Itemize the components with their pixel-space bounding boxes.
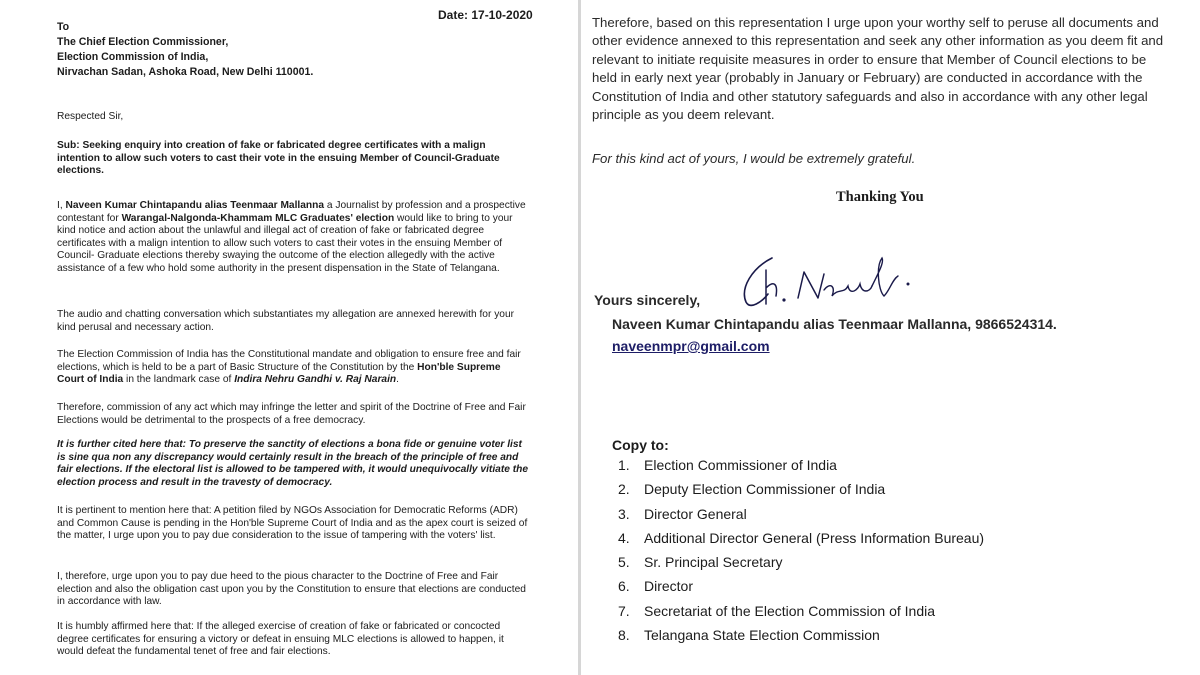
text-run: in the landmark case of <box>123 374 235 386</box>
paragraph-2: The audio and chatting conversation which substantiates my allegation are annexed herewith for your kind perusal and necessary action. <box>57 309 515 333</box>
election-name: Warangal-Nalgonda-Khammam MLC Graduates' election <box>121 212 395 224</box>
page-divider <box>578 0 581 675</box>
list-item <box>618 603 984 627</box>
author-name: Naveen Kumar Chintapandu alias Teenmaar Mallanna <box>65 200 325 211</box>
copy-to-list <box>618 457 984 651</box>
list-number: 6. <box>618 578 630 595</box>
list-text: Deputy Election Commissioner of India <box>644 481 886 498</box>
paragraph-4: Therefore, commission of any act which may infringe the letter and spirit of the Doctrine of Free and Fair Elections would be detrimental to the prospects of a free democracy. <box>57 402 526 426</box>
list-number: 8. <box>618 627 630 644</box>
list-item <box>618 627 984 651</box>
text-run: a Journalist by profession and a prospective contestant for <box>57 200 526 224</box>
list-number: 4. <box>618 529 630 546</box>
gratitude-line: For this kind act of yours, I would be extremely grateful. <box>592 151 916 166</box>
case-name: Indira Nehru Gandhi v. Raj Narain <box>234 374 397 386</box>
to-label: To <box>57 21 70 33</box>
text-run: The Election Commission of India has the Constitutional mandate and obligation to ensure free and fair elections, which is held to be a part of Basic Structure of the Constitution by the <box>57 349 521 373</box>
copy-to-heading: Copy to: <box>612 437 669 453</box>
list-text: Sr. Principal Secretary <box>644 554 783 571</box>
list-number: 3. <box>618 505 630 522</box>
paragraph-6: It is pertinent to mention here that: A petition filed by NGOs Association for Democratic Reforms (ADR) and Common Cause is pending in the Hon'ble Supreme Court of India and as the apex court is seized of the matter, I urge upon you to pay due consideration to the issue of tampering with the voters' list. <box>57 505 528 542</box>
list-text: Additional Director General (Press Information Bureau) <box>644 529 985 546</box>
addressee-line: The Chief Election Commissioner, <box>57 36 229 48</box>
text-run: . <box>396 374 399 386</box>
list-item <box>618 554 984 578</box>
list-number: 7. <box>618 602 630 619</box>
paragraph-8: It is humbly affirmed here that: If the alleged exercise of creation of fake or fabricated or concocted degree certificates for ensuring a victory or defeat in ensuing MLC elections is allowed to happen, it would defeat the fundamental tenet of free and fair elections. <box>57 621 504 658</box>
salutation: Respected Sir, <box>57 111 124 122</box>
list-text: Secretariat of the Election Commission of India <box>644 602 936 619</box>
email-link[interactable]: naveenmpr@gmail.com <box>612 338 770 354</box>
addressee-line: Election Commission of India, <box>57 51 209 63</box>
list-number: 5. <box>618 554 630 571</box>
paragraph-1 <box>57 200 530 276</box>
list-item <box>618 578 984 602</box>
addressee-block <box>57 20 530 80</box>
text-run: would like to bring to your kind notice and action about the unlawful and illegal act of creation of fake or fabricated degree certificates with a malign intention to allow such voters to cast their votes in the ensuing Member of Council- Graduate elections thereby swaying the outcome of the election allegedly with the active assistance of a few who hold some authority in the present dispensation in the State of Telangana. <box>57 212 513 274</box>
list-text: Election Commissioner of India <box>644 457 837 473</box>
yours-sincerely: Yours sincerely, <box>594 292 701 308</box>
paragraph-5: It is further cited here that: To preserve the sanctity of elections a bona fide or genuine voter list is sine qua non any discrepancy would certainly result in the breach of the principle of free and fair elections. If the electoral list is allowed to be tampered with, it would unequivocally vitiate the election process and result in the travesty of democracy. <box>57 439 528 488</box>
list-item <box>618 530 984 554</box>
text-run: I, <box>57 200 66 211</box>
list-text: Director <box>644 578 694 595</box>
closing-paragraph: Therefore, based on this representation I urge upon your worthy self to peruse all documents and other evidence annexed to this representation and seek any other information as you deem fit and relevant to initiate requisite measures in order to ensure that Member of Council elections to be held in early next year (probably in January or February) are conducted in accordance with the Constitution of India and other statutory safeguards and also in accordance with any other legal principle as you deem relevant. <box>592 15 1164 123</box>
thanking-line: Thanking You <box>836 189 924 205</box>
addressee-line: Nirvachan Sadan, Ashoka Road, New Delhi 110001. <box>57 66 314 78</box>
list-item <box>618 457 984 481</box>
list-number: 1. <box>618 457 630 473</box>
list-text: Telangana State Election Commission <box>644 627 880 644</box>
sender-details: Naveen Kumar Chintapandu alias Teenmaar Mallanna, 9866524314. <box>612 316 1057 332</box>
signature-image <box>732 250 922 320</box>
paragraph-7: I, therefore, urge upon you to pay due heed to the pious character to the Doctrine of Free and Fair election and also the obligation cast upon you by the Constitution to ensure that elections are conducted in accordance with law. <box>57 571 526 608</box>
list-text: Director General <box>644 505 747 522</box>
list-item <box>618 481 984 505</box>
subject-line: Sub: Seeking enquiry into creation of fake or fabricated degree certificates with a malign intention to allow such voters to cast their vote in the ensuing Member of Council-Graduate elections. <box>57 140 500 177</box>
paragraph-3 <box>57 349 530 387</box>
court-name: Hon'ble Supreme Court of India <box>57 361 501 386</box>
list-number: 2. <box>618 481 630 498</box>
letter-date: Date: 17-10-2020 <box>438 8 533 22</box>
list-item <box>618 506 984 530</box>
